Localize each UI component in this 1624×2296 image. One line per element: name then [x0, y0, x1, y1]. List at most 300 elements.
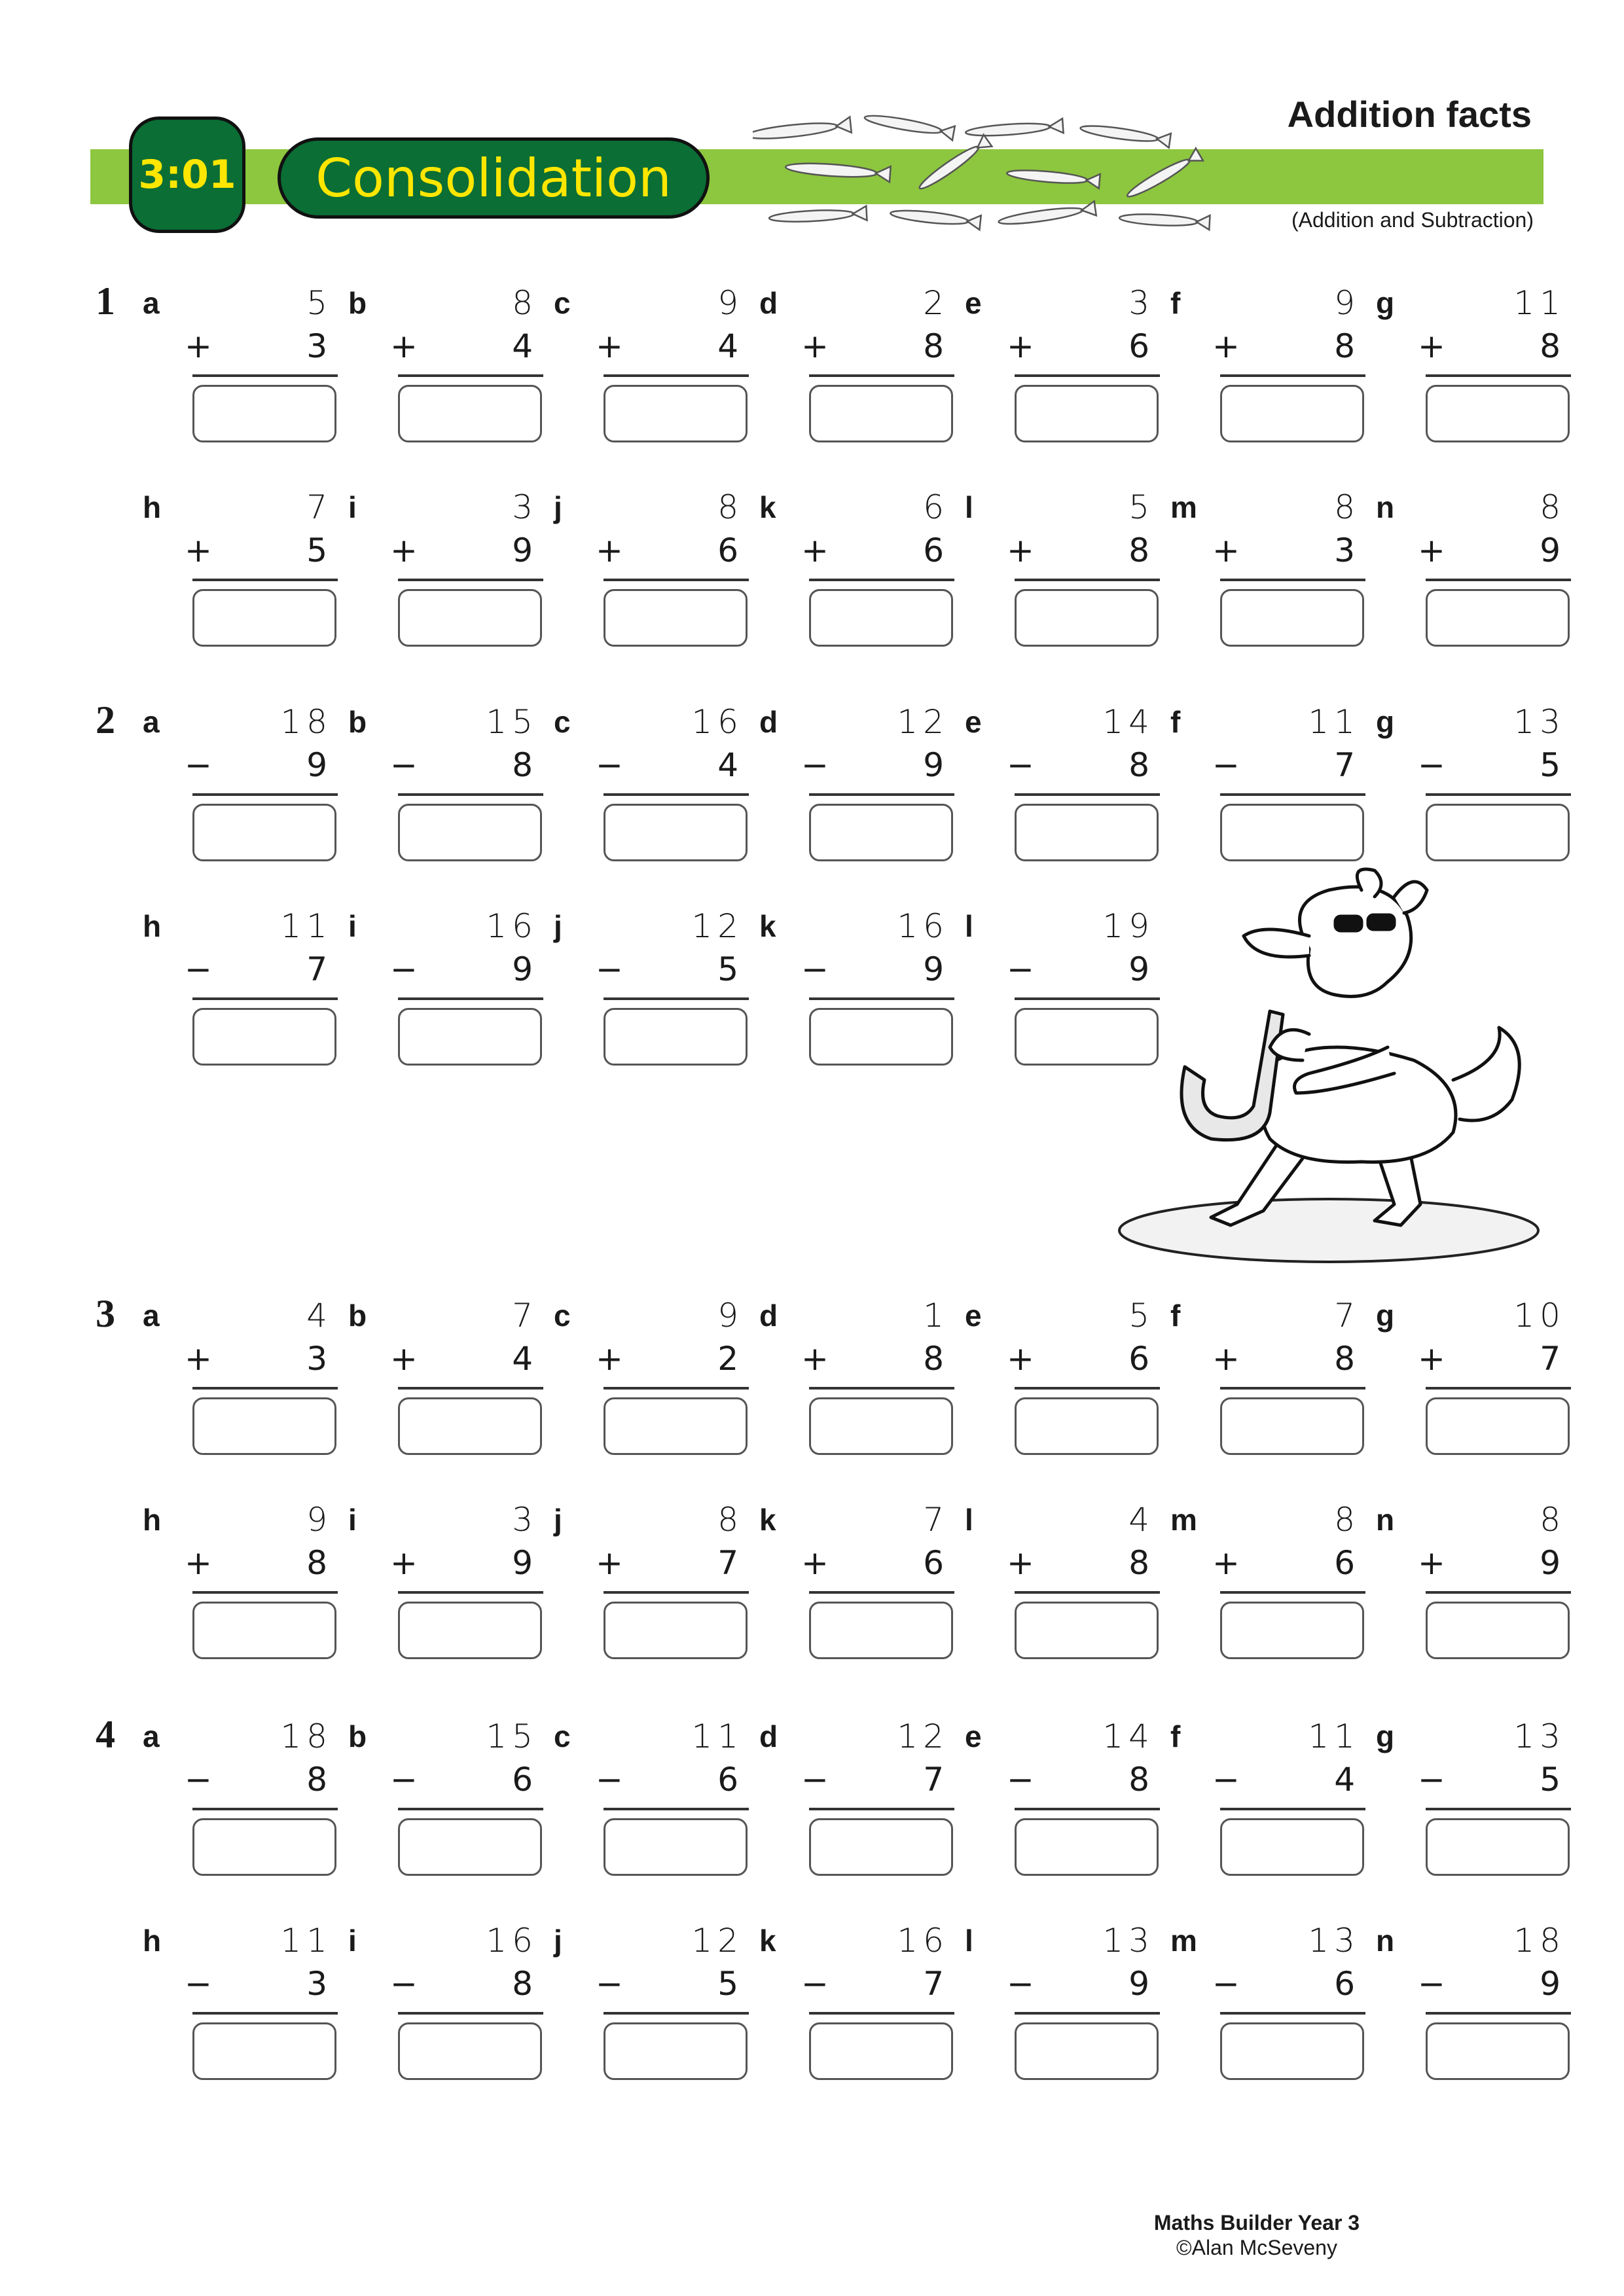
top-operand: 8	[1540, 488, 1566, 526]
problem-3f	[1170, 1299, 1360, 1456]
operator-sign: −	[1212, 1761, 1240, 1799]
problem-letter: k	[759, 490, 776, 524]
problem-3k	[759, 1503, 949, 1660]
top-operand: 18	[280, 1717, 333, 1755]
problem-4j	[554, 1924, 744, 2081]
top-operand: 12	[897, 1717, 949, 1755]
operator-sign: +	[1212, 531, 1240, 569]
top-operand: 11	[691, 1717, 744, 1755]
operator-sign: −	[1212, 746, 1240, 784]
answer-box[interactable]	[604, 1008, 748, 1066]
answer-rule	[192, 793, 338, 796]
answer-box[interactable]	[1426, 1818, 1570, 1876]
answer-rule	[1426, 1387, 1571, 1390]
top-operand: 1	[923, 1297, 949, 1335]
top-operand: 13	[1513, 1717, 1566, 1755]
answer-rule	[1220, 374, 1365, 377]
top-operand: 12	[691, 1922, 744, 1960]
problem-letter: e	[965, 705, 982, 739]
bottom-operand: 7	[923, 1761, 949, 1799]
problem-letter: h	[143, 490, 162, 524]
top-operand: 5	[1128, 1297, 1155, 1335]
answer-rule	[192, 1808, 338, 1810]
bottom-operand: 9	[923, 746, 949, 784]
answer-box[interactable]	[1426, 385, 1570, 442]
problem-letter: d	[759, 1719, 778, 1753]
answer-rule	[192, 1387, 338, 1390]
answer-rule	[809, 1591, 954, 1594]
answer-box[interactable]	[809, 385, 953, 442]
operator-sign: −	[596, 746, 623, 784]
question-number: 3	[96, 1292, 115, 1335]
problem-letter: a	[143, 1299, 160, 1333]
answer-rule	[1220, 1591, 1365, 1594]
answer-box[interactable]	[398, 1602, 542, 1659]
bottom-operand: 9	[512, 950, 538, 988]
problem-2e	[965, 703, 1155, 863]
operator-sign: −	[1007, 746, 1034, 784]
answer-box[interactable]	[1015, 385, 1159, 442]
answer-rule	[604, 997, 749, 1000]
answer-rule	[1220, 793, 1365, 796]
answer-rule	[809, 1387, 954, 1390]
answer-rule	[1220, 2012, 1365, 2015]
top-operand: 11	[280, 1922, 333, 1960]
problem-1a	[143, 284, 333, 444]
operator-sign: −	[596, 1761, 623, 1799]
answer-rule	[1426, 1808, 1571, 1810]
problem-2h	[143, 907, 333, 1067]
operator-sign: +	[1007, 1544, 1034, 1582]
answer-box[interactable]	[192, 589, 336, 647]
problem-letter: i	[348, 1503, 357, 1537]
bottom-operand: 6	[1128, 1340, 1155, 1378]
problem-letter: k	[759, 909, 776, 943]
problem-letter: a	[143, 286, 160, 320]
problem-2a	[143, 703, 333, 863]
problem-letter: b	[348, 705, 367, 739]
answer-rule	[809, 579, 954, 581]
top-operand: 6	[923, 488, 949, 526]
answer-box[interactable]	[604, 1602, 748, 1659]
problem-letter: c	[554, 1719, 571, 1753]
answer-box[interactable]	[809, 1602, 953, 1659]
operator-sign: −	[1007, 950, 1034, 988]
problem-letter: m	[1170, 1503, 1197, 1537]
top-operand: 11	[1308, 1717, 1360, 1755]
problem-3h	[143, 1503, 333, 1660]
operator-sign: +	[1212, 327, 1240, 365]
top-operand: 4	[306, 1297, 333, 1335]
answer-rule	[398, 1591, 543, 1594]
bottom-operand: 7	[1334, 746, 1360, 784]
operator-sign: +	[1007, 1340, 1034, 1378]
bottom-operand: 3	[1334, 531, 1360, 569]
top-operand: 15	[486, 1717, 538, 1755]
answer-box[interactable]	[398, 804, 542, 861]
problem-letter: h	[143, 1503, 162, 1537]
answer-box[interactable]	[1220, 1818, 1364, 1876]
bottom-operand: 8	[923, 327, 949, 365]
answer-rule	[1220, 1387, 1365, 1390]
answer-box[interactable]	[809, 804, 953, 861]
problem-3i	[348, 1503, 538, 1660]
top-operand: 3	[1128, 284, 1155, 322]
problem-1n	[1376, 488, 1566, 648]
answer-rule	[809, 1808, 954, 1810]
answer-box[interactable]	[192, 1397, 336, 1455]
bottom-operand: 3	[306, 1965, 333, 2003]
operator-sign: +	[596, 327, 623, 365]
problem-2j	[554, 907, 744, 1067]
bottom-operand: 9	[1540, 1965, 1566, 2003]
bottom-operand: 9	[1128, 950, 1155, 988]
problem-letter: m	[1170, 1924, 1197, 1958]
answer-box[interactable]	[1426, 589, 1570, 647]
bottom-operand: 9	[923, 950, 949, 988]
answer-box[interactable]	[192, 2022, 336, 2080]
top-operand: 2	[923, 284, 949, 322]
answer-box[interactable]	[398, 1818, 542, 1876]
answer-rule	[398, 793, 543, 796]
answer-rule	[398, 374, 543, 377]
operator-sign: +	[1007, 327, 1034, 365]
problem-letter: b	[348, 1719, 367, 1753]
answer-box[interactable]	[192, 1008, 336, 1066]
operator-sign: +	[1212, 1340, 1240, 1378]
topic-title: Addition facts	[1287, 94, 1532, 135]
answer-box[interactable]	[398, 2022, 542, 2080]
operator-sign: −	[390, 746, 418, 784]
bottom-operand: 8	[306, 1544, 333, 1582]
problem-letter: d	[759, 1299, 778, 1333]
operator-sign: −	[1007, 1761, 1034, 1799]
problem-2f	[1170, 703, 1360, 863]
bottom-operand: 4	[717, 327, 744, 365]
bottom-operand: 7	[923, 1965, 949, 2003]
answer-box[interactable]	[604, 385, 748, 442]
operator-sign: −	[1007, 1965, 1034, 2003]
problem-2d	[759, 703, 949, 863]
answer-box[interactable]	[604, 1818, 748, 1876]
bottom-operand: 6	[1334, 1544, 1360, 1582]
problem-letter: n	[1376, 1503, 1395, 1537]
bottom-operand: 5	[1540, 1761, 1566, 1799]
operator-sign: +	[390, 1544, 418, 1582]
topic-subtitle: (Addition and Subtraction)	[1291, 208, 1534, 232]
problem-letter: d	[759, 286, 778, 320]
answer-rule	[1426, 374, 1571, 377]
operator-sign: +	[1418, 531, 1445, 569]
answer-rule	[192, 2012, 338, 2015]
question-number: 2	[96, 698, 115, 742]
bottom-operand: 6	[512, 1761, 538, 1799]
answer-box[interactable]	[398, 1008, 542, 1066]
saxophone-goat-icon	[1113, 864, 1545, 1270]
answer-box[interactable]	[398, 589, 542, 647]
top-operand: 7	[512, 1297, 538, 1335]
answer-rule	[192, 997, 338, 1000]
answer-rule	[1426, 1591, 1571, 1594]
problem-letter: d	[759, 705, 778, 739]
bottom-operand: 6	[923, 1544, 949, 1582]
top-operand: 11	[280, 907, 333, 945]
bottom-operand: 9	[512, 1544, 538, 1582]
problem-letter: j	[554, 1503, 562, 1537]
problem-4c	[554, 1717, 744, 1877]
top-operand: 9	[717, 1297, 744, 1335]
operator-sign: +	[185, 327, 212, 365]
top-operand: 5	[1128, 488, 1155, 526]
problem-letter: g	[1376, 1299, 1395, 1333]
answer-rule	[604, 793, 749, 796]
top-operand: 15	[486, 703, 538, 741]
answer-rule	[1015, 1591, 1160, 1594]
problem-3g	[1376, 1299, 1566, 1456]
top-operand: 19	[1102, 907, 1155, 945]
bottom-operand: 6	[1334, 1965, 1360, 2003]
operator-sign: −	[390, 1965, 418, 2003]
answer-box[interactable]	[398, 385, 542, 442]
answer-rule	[1426, 579, 1571, 581]
answer-box[interactable]	[192, 1602, 336, 1659]
answer-rule	[398, 2012, 543, 2015]
problem-letter: h	[143, 909, 162, 943]
problem-letter: g	[1376, 1719, 1395, 1753]
page-title: Consolidation	[278, 137, 710, 219]
answer-box[interactable]	[809, 1397, 953, 1455]
answer-rule	[192, 374, 338, 377]
top-operand: 14	[1102, 703, 1155, 741]
problem-letter: l	[965, 490, 973, 524]
answer-rule	[604, 1591, 749, 1594]
top-operand: 14	[1102, 1717, 1155, 1755]
answer-rule	[604, 2012, 749, 2015]
answer-box[interactable]	[1015, 589, 1159, 647]
problem-3c	[554, 1299, 744, 1456]
problem-2b	[348, 703, 538, 863]
problem-3m	[1170, 1503, 1360, 1660]
bottom-operand: 5	[717, 950, 744, 988]
operator-sign: +	[390, 1340, 418, 1378]
answer-box[interactable]	[604, 804, 748, 861]
problem-2g	[1376, 703, 1566, 863]
answer-box[interactable]	[809, 1008, 953, 1066]
problem-1d	[759, 284, 949, 444]
answer-rule	[1015, 579, 1160, 581]
answer-box[interactable]	[604, 589, 748, 647]
answer-box[interactable]	[1015, 804, 1159, 861]
operator-sign: −	[801, 1965, 829, 2003]
problem-1j	[554, 488, 744, 648]
problem-4e	[965, 1717, 1155, 1877]
answer-rule	[809, 997, 954, 1000]
answer-box[interactable]	[1426, 1602, 1570, 1659]
operator-sign: −	[390, 950, 418, 988]
operator-sign: +	[801, 1340, 829, 1378]
operator-sign: −	[1418, 1965, 1445, 2003]
problem-1m	[1170, 488, 1360, 648]
problem-1h	[143, 488, 333, 648]
answer-box[interactable]	[809, 589, 953, 647]
problem-letter: j	[554, 490, 562, 524]
answer-box[interactable]	[192, 1818, 336, 1876]
problem-letter: f	[1170, 1719, 1181, 1753]
bottom-operand: 8	[923, 1340, 949, 1378]
problem-4k	[759, 1924, 949, 2081]
problem-letter: e	[965, 1299, 982, 1333]
answer-rule	[604, 579, 749, 581]
bottom-operand: 5	[306, 531, 333, 569]
problem-letter: n	[1376, 1924, 1395, 1958]
operator-sign: −	[596, 1965, 623, 2003]
problem-1f	[1170, 284, 1360, 444]
top-operand: 7	[306, 488, 333, 526]
bottom-operand: 8	[512, 746, 538, 784]
bottom-operand: 8	[512, 1965, 538, 2003]
answer-rule	[809, 793, 954, 796]
problem-letter: e	[965, 286, 982, 320]
bottom-operand: 8	[1128, 1544, 1155, 1582]
operator-sign: −	[185, 1965, 212, 2003]
operator-sign: −	[1418, 746, 1445, 784]
problem-4i	[348, 1924, 538, 2081]
bottom-operand: 9	[306, 746, 333, 784]
answer-box[interactable]	[1015, 2022, 1159, 2080]
answer-box[interactable]	[398, 1397, 542, 1455]
problem-2i	[348, 907, 538, 1067]
bottom-operand: 8	[1128, 1761, 1155, 1799]
answer-rule	[809, 374, 954, 377]
problem-3d	[759, 1299, 949, 1456]
problem-letter: c	[554, 286, 571, 320]
answer-rule	[398, 579, 543, 581]
bottom-operand: 6	[1128, 327, 1155, 365]
bottom-operand: 8	[1334, 327, 1360, 365]
operator-sign: +	[1418, 1340, 1445, 1378]
answer-box[interactable]	[809, 1818, 953, 1876]
problem-4m	[1170, 1924, 1360, 2081]
answer-rule	[1015, 2012, 1160, 2015]
answer-box[interactable]	[192, 804, 336, 861]
problem-1l	[965, 488, 1155, 648]
answer-box[interactable]	[192, 385, 336, 442]
question-number: 1	[96, 279, 115, 323]
problem-letter: c	[554, 705, 571, 739]
top-operand: 12	[897, 703, 949, 741]
answer-rule	[809, 2012, 954, 2015]
top-operand: 7	[923, 1501, 949, 1539]
answer-rule	[1426, 793, 1571, 796]
problem-letter: l	[965, 1503, 973, 1537]
top-operand: 12	[691, 907, 744, 945]
answer-box[interactable]	[1220, 2022, 1364, 2080]
answer-box[interactable]	[1015, 1397, 1159, 1455]
bottom-operand: 7	[717, 1544, 744, 1582]
operator-sign: +	[390, 531, 418, 569]
answer-rule	[604, 374, 749, 377]
operator-sign: +	[185, 1340, 212, 1378]
operator-sign: +	[1418, 1544, 1445, 1582]
top-operand: 16	[486, 1922, 538, 1960]
operator-sign: +	[1212, 1544, 1240, 1582]
answer-box[interactable]	[809, 2022, 953, 2080]
answer-box[interactable]	[1015, 1602, 1159, 1659]
operator-sign: −	[185, 1761, 212, 1799]
answer-rule	[1015, 1387, 1160, 1390]
bottom-operand: 4	[512, 327, 538, 365]
bottom-operand: 2	[717, 1340, 744, 1378]
answer-rule	[1015, 374, 1160, 377]
bottom-operand: 3	[306, 327, 333, 365]
problem-letter: n	[1376, 490, 1395, 524]
top-operand: 9	[1334, 284, 1360, 322]
top-operand: 3	[512, 488, 538, 526]
answer-box[interactable]	[1426, 804, 1570, 861]
problem-letter: l	[965, 909, 973, 943]
problem-letter: j	[554, 1924, 562, 1958]
bottom-operand: 4	[1334, 1761, 1360, 1799]
operator-sign: +	[801, 1544, 829, 1582]
operator-sign: +	[185, 531, 212, 569]
bottom-operand: 8	[1128, 531, 1155, 569]
answer-box[interactable]	[1220, 804, 1364, 861]
answer-rule	[604, 1808, 749, 1810]
problem-4d	[759, 1717, 949, 1877]
bottom-operand: 9	[1540, 1544, 1566, 1582]
bottom-operand: 6	[717, 531, 744, 569]
problem-letter: c	[554, 1299, 571, 1333]
problem-letter: f	[1170, 705, 1181, 739]
bottom-operand: 4	[717, 746, 744, 784]
fish-school-icon	[753, 105, 1250, 242]
problem-1e	[965, 284, 1155, 444]
answer-box[interactable]	[1220, 1397, 1364, 1455]
answer-rule	[192, 1591, 338, 1594]
answer-rule	[1015, 793, 1160, 796]
problem-letter: i	[348, 1924, 357, 1958]
answer-box[interactable]	[1015, 1818, 1159, 1876]
top-operand: 10	[1513, 1297, 1566, 1335]
answer-box[interactable]	[1426, 1397, 1570, 1455]
answer-box[interactable]	[1220, 1602, 1364, 1659]
problem-letter: i	[348, 909, 357, 943]
operator-sign: −	[185, 950, 212, 988]
answer-box[interactable]	[604, 1397, 748, 1455]
section-code-badge: 3:01	[129, 117, 245, 233]
answer-box[interactable]	[1220, 589, 1364, 647]
top-operand: 8	[1334, 1501, 1360, 1539]
problem-1i	[348, 488, 538, 648]
answer-rule	[1426, 2012, 1571, 2015]
bottom-operand: 9	[1540, 531, 1566, 569]
top-operand: 18	[280, 703, 333, 741]
answer-box[interactable]	[1220, 385, 1364, 442]
top-operand: 8	[717, 488, 744, 526]
operator-sign: +	[596, 1340, 623, 1378]
problem-letter: j	[554, 909, 562, 943]
problem-letter: f	[1170, 286, 1181, 320]
problem-letter: a	[143, 1719, 160, 1753]
operator-sign: −	[1418, 1761, 1445, 1799]
answer-box[interactable]	[604, 2022, 748, 2080]
top-operand: 8	[717, 1501, 744, 1539]
footer-copyright: ©Alan McSeveny	[1176, 2236, 1337, 2259]
answer-box[interactable]	[1426, 2022, 1570, 2080]
problem-letter: m	[1170, 490, 1197, 524]
problem-letter: e	[965, 1719, 982, 1753]
footer-book-title: Maths Builder Year 3	[1153, 2211, 1360, 2234]
